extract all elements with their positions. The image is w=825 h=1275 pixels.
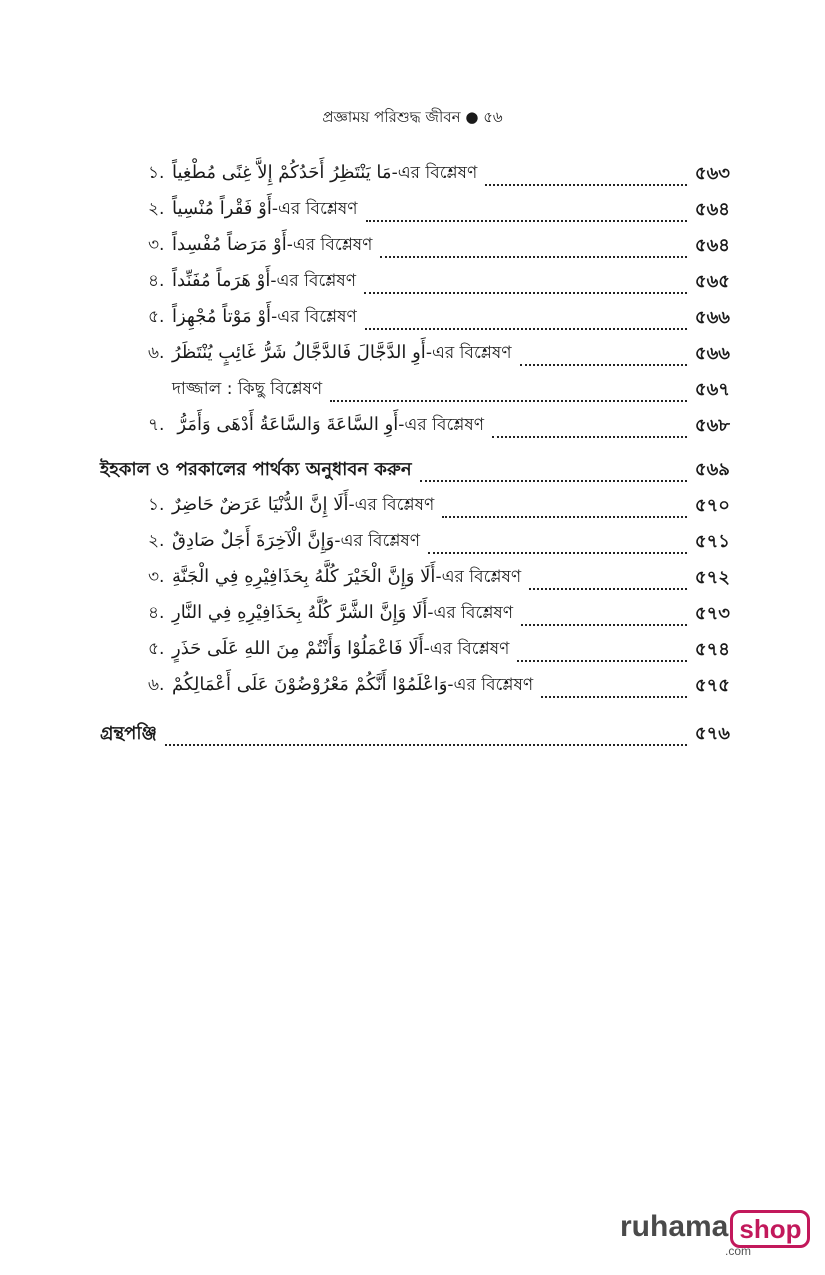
toc-entry-suffix: -এর বিশ্লেষণ — [286, 235, 373, 255]
toc-page-number: ৫৬৬ — [694, 342, 730, 364]
toc-entry[interactable] — [100, 668, 730, 704]
ruhamashop-logo — [620, 1210, 810, 1258]
toc-entry-suffix: -এর বিশ্লেষণ — [447, 675, 534, 695]
toc-entry-arabic: أَوْ فَقْراً مُنْسِياً — [172, 198, 272, 219]
toc-entry-arabic: أَلَا وَإِنَّ الشَّرَّ كُلَّهُ بِحَذَافِيْرِهِ فِي النَّارِ — [172, 602, 428, 623]
dot-leader — [492, 422, 687, 438]
toc-entry-arabic: أَلَا وَإِنَّ الْخَيْرَ كُلَّهُ بِحَذَافِيْرِهِ فِي الْجَنَّةِ — [172, 566, 436, 587]
toc-entry-suffix: -এর বিশ্লেষণ — [271, 307, 357, 327]
toc-entry-suffix: -এর বিশ্লেষণ — [391, 163, 478, 183]
toc-page-number: ৫৬৭ — [694, 378, 730, 400]
dot-leader — [521, 610, 687, 626]
dot-leader — [520, 350, 687, 366]
toc-page-number: ৫৭১ — [694, 530, 730, 552]
toc-entry[interactable] — [100, 632, 730, 668]
toc-entry-label: দাজ্জাল : কিছু বিশ্লেষণ — [172, 379, 323, 399]
toc-page-number: ৫৬৪ — [694, 198, 730, 220]
toc-page-number: ৫৬৫ — [694, 270, 730, 292]
toc-page-number: ৫৭৬ — [694, 722, 730, 744]
toc-entry-suffix: -এর বিশ্লেষণ — [425, 343, 512, 363]
toc-entry-number: ৭. — [148, 415, 165, 435]
toc-section-label: ইহকাল ও পরকালের পার্থক্য অনুধাবন করুন — [100, 458, 412, 480]
toc-entry-number: ৪. — [148, 603, 165, 623]
toc-entry-number: ৬. — [148, 675, 165, 695]
toc-page-number: ৫৭৪ — [694, 638, 730, 660]
toc-page-number: ৫৬৯ — [694, 458, 730, 480]
toc-entry-arabic: وَإِنَّ الْآخِرَةَ أَجَلٌ صَادِقٌ — [172, 530, 335, 551]
toc-page-number: ৫৭৫ — [694, 674, 730, 696]
toc-entry-suffix: -এর বিশ্লেষণ — [398, 415, 485, 435]
toc-entry-arabic: مَا يَنْتَظِرُ أَحَدُكُمْ إِلاَّ غِنًى مُطْغِياً — [172, 162, 392, 183]
toc-entry[interactable] — [100, 264, 730, 300]
toc-entry-arabic: أَوِ السَّاعَةَ وَالسَّاعَةُ أَدْهَى وَأَمَرُّ — [177, 414, 399, 435]
toc-entry[interactable] — [100, 336, 730, 372]
toc-entry-number: ৩. — [148, 567, 165, 587]
toc-entry-number: ৫. — [148, 639, 165, 659]
toc-entry-suffix: -এর বিশ্লেষণ — [423, 639, 510, 659]
toc-entry-arabic: وَاعْلَمُوْا أَنَّكُمْ مَعْرُوْضُوْنَ عَلَى أَعْمَالِكُمْ — [172, 674, 448, 695]
dot-leader — [420, 466, 687, 482]
toc-entry[interactable] — [100, 560, 730, 596]
dot-leader — [380, 242, 686, 258]
toc-page-number: ৫৭৩ — [694, 602, 730, 624]
toc-entry-arabic: أَلَا فَاعْمَلُوْا وَأَنْتُمْ مِنَ اللهِ عَلَى حَذَرٍ — [172, 638, 424, 659]
toc-entry-number: ৪. — [148, 271, 165, 291]
toc-entry-number: ৩. — [148, 235, 165, 255]
dot-leader — [428, 538, 687, 554]
dot-leader — [485, 170, 687, 186]
toc-entry[interactable] — [100, 300, 730, 336]
toc-section-heading[interactable] — [100, 452, 730, 488]
toc-entry-dajjal[interactable] — [100, 372, 730, 408]
running-header: প্রজ্ঞাময় পরিশুদ্ধ জীবন ● ৫৬ — [322, 108, 503, 126]
toc-entry-suffix: -এর বিশ্লেষণ — [427, 603, 514, 623]
toc-entry-number: ৫. — [148, 307, 165, 327]
toc-bibliography[interactable] — [100, 716, 730, 752]
toc-entry-number: ৬. — [148, 343, 165, 363]
logo-shop-text: shop — [730, 1210, 810, 1248]
dot-leader — [165, 730, 687, 746]
toc-entry-suffix: -এর বিশ্লেষণ — [270, 271, 357, 291]
toc-entry-arabic: أَوِ الدَّجَّالَ فَالدَّجَّالُ شَرُّ غَائِبٍ يُنْتَظَرُ — [172, 342, 426, 363]
toc-entry[interactable] — [100, 228, 730, 264]
toc-entry-suffix: -এর বিশ্লেষণ — [271, 199, 358, 219]
dot-leader — [365, 314, 687, 330]
toc-entry[interactable] — [100, 156, 730, 192]
toc-entry-number: ১. — [148, 495, 165, 515]
dot-leader — [366, 206, 687, 222]
toc-entry-arabic: أَوْ هَرَماً مُفَنِّداً — [172, 270, 271, 291]
toc-entry-number: ২. — [148, 199, 165, 219]
logo-domain-text: .com — [725, 1244, 752, 1258]
toc-entry[interactable] — [100, 524, 730, 560]
toc-entry-suffix: -এর বিশ্লেষণ — [348, 495, 435, 515]
toc-page-number: ৫৬৮ — [694, 414, 730, 436]
toc-entry[interactable] — [100, 488, 730, 524]
dot-leader — [541, 682, 687, 698]
toc-bibliography-label: গ্রন্থপঞ্জি — [100, 722, 157, 744]
dot-leader — [529, 574, 687, 590]
toc-entry-suffix: -এর বিশ্লেষণ — [435, 567, 522, 587]
toc-entry-arabic: أَوْ مَرَضاً مُفْسِداً — [172, 234, 287, 255]
toc-page-number: ৫৬৩ — [694, 162, 730, 184]
dot-leader — [330, 386, 687, 402]
dot-leader — [364, 278, 687, 294]
toc-entry-number: ১. — [148, 163, 165, 183]
toc-entry[interactable] — [100, 192, 730, 228]
toc-entry-arabic: أَلَا إِنَّ الدُّنْيَا عَرَضٌ حَاضِرٌ — [172, 494, 349, 515]
logo-ruhama-text: ruhama — [620, 1210, 729, 1243]
toc-page-number: ৫৭০ — [694, 494, 730, 516]
toc-entry-arabic: أَوْ مَوْتاً مُجْهِزاً — [172, 306, 272, 327]
toc-page-number: ৫৬৪ — [694, 234, 730, 256]
dot-leader — [442, 502, 687, 518]
toc-entry-suffix: -এর বিশ্লেষণ — [334, 531, 421, 551]
toc-entry[interactable] — [100, 408, 730, 444]
toc-entry-number: ২. — [148, 531, 165, 551]
toc-page-number: ৫৭২ — [694, 566, 730, 588]
dot-leader — [517, 646, 687, 662]
table-of-contents — [100, 156, 730, 752]
toc-entry[interactable] — [100, 596, 730, 632]
toc-page-number: ৫৬৬ — [694, 306, 730, 328]
